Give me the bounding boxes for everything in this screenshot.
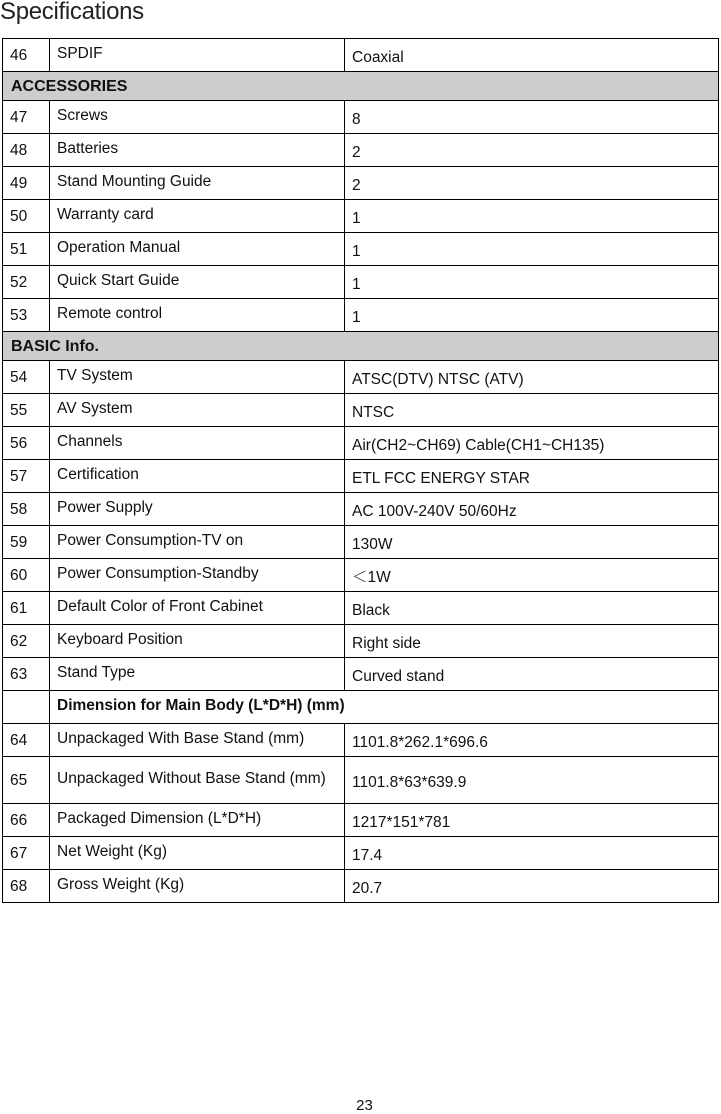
section-title: BASIC Info. bbox=[3, 332, 719, 361]
spec-row bbox=[3, 625, 719, 658]
row-number: 66 bbox=[3, 804, 50, 837]
row-number: 57 bbox=[3, 460, 50, 493]
spec-value: Curved stand bbox=[345, 658, 719, 691]
spec-name: TV System bbox=[50, 361, 345, 394]
row-number: 51 bbox=[3, 233, 50, 266]
spec-name: Stand Mounting Guide bbox=[50, 167, 345, 200]
spec-row bbox=[3, 658, 719, 691]
spec-value: ＜1W bbox=[345, 559, 719, 592]
spec-value: Black bbox=[345, 592, 719, 625]
spec-name: SPDIF bbox=[50, 39, 345, 72]
spec-name: Keyboard Position bbox=[50, 625, 345, 658]
spec-row bbox=[3, 427, 719, 460]
row-number: 54 bbox=[3, 361, 50, 394]
spec-value: 2 bbox=[345, 134, 719, 167]
spec-name: Remote control bbox=[50, 299, 345, 332]
spec-value: 1 bbox=[345, 266, 719, 299]
spec-row bbox=[3, 266, 719, 299]
row-number: 68 bbox=[3, 870, 50, 903]
row-number: 63 bbox=[3, 658, 50, 691]
spec-value: 1 bbox=[345, 299, 719, 332]
row-number: 60 bbox=[3, 559, 50, 592]
row-number: 49 bbox=[3, 167, 50, 200]
spec-value: ETL FCC ENERGY STAR bbox=[345, 460, 719, 493]
spec-value: 1101.8*63*639.9 bbox=[345, 757, 719, 804]
spec-name: Packaged Dimension (L*D*H) bbox=[50, 804, 345, 837]
spec-name: Channels bbox=[50, 427, 345, 460]
spec-name: Power Consumption-Standby bbox=[50, 559, 345, 592]
row-number: 67 bbox=[3, 837, 50, 870]
section-title: ACCESSORIES bbox=[3, 72, 719, 101]
row-number: 55 bbox=[3, 394, 50, 427]
spec-name: Unpackaged With Base Stand (mm) bbox=[50, 724, 345, 757]
spec-value: 20.7 bbox=[345, 870, 719, 903]
specifications-table bbox=[2, 38, 719, 903]
spec-value: Coaxial bbox=[345, 39, 719, 72]
spec-row bbox=[3, 394, 719, 427]
spec-row bbox=[3, 361, 719, 394]
spec-row bbox=[3, 559, 719, 592]
spec-value: ATSC(DTV) NTSC (ATV) bbox=[345, 361, 719, 394]
subheader-row bbox=[3, 691, 719, 724]
spec-row bbox=[3, 460, 719, 493]
page-title: Specifications bbox=[0, 0, 144, 25]
spec-row bbox=[3, 592, 719, 625]
spec-value: 1 bbox=[345, 233, 719, 266]
spec-name: Warranty card bbox=[50, 200, 345, 233]
spec-name: Power Supply bbox=[50, 493, 345, 526]
spec-name: AV System bbox=[50, 394, 345, 427]
spec-name: Screws bbox=[50, 101, 345, 134]
spec-value: 1101.8*262.1*696.6 bbox=[345, 724, 719, 757]
spec-name: Batteries bbox=[50, 134, 345, 167]
spec-row bbox=[3, 101, 719, 134]
spec-value: Right side bbox=[345, 625, 719, 658]
spec-name: Unpackaged Without Base Stand (mm) bbox=[50, 757, 345, 804]
row-number: 65 bbox=[3, 757, 50, 804]
section-header-row bbox=[3, 72, 719, 101]
spec-name: Quick Start Guide bbox=[50, 266, 345, 299]
spec-row bbox=[3, 493, 719, 526]
spec-row bbox=[3, 837, 719, 870]
row-number bbox=[3, 691, 50, 724]
spec-row bbox=[3, 200, 719, 233]
spec-row bbox=[3, 167, 719, 200]
spec-name: Gross Weight (Kg) bbox=[50, 870, 345, 903]
spec-value: 1217*151*781 bbox=[345, 804, 719, 837]
row-number: 52 bbox=[3, 266, 50, 299]
spec-row bbox=[3, 299, 719, 332]
spec-name: Operation Manual bbox=[50, 233, 345, 266]
row-number: 46 bbox=[3, 39, 50, 72]
page-number: 23 bbox=[356, 1097, 373, 1114]
row-number: 56 bbox=[3, 427, 50, 460]
row-number: 58 bbox=[3, 493, 50, 526]
spec-row bbox=[3, 39, 719, 72]
row-number: 62 bbox=[3, 625, 50, 658]
spec-row bbox=[3, 233, 719, 266]
spec-value: Air(CH2~CH69) Cable(CH1~CH135) bbox=[345, 427, 719, 460]
spec-value: NTSC bbox=[345, 394, 719, 427]
spec-name: Certification bbox=[50, 460, 345, 493]
row-number: 61 bbox=[3, 592, 50, 625]
spec-row bbox=[3, 870, 719, 903]
spec-name: Net Weight (Kg) bbox=[50, 837, 345, 870]
spec-row bbox=[3, 724, 719, 757]
spec-name: Power Consumption-TV on bbox=[50, 526, 345, 559]
row-number: 48 bbox=[3, 134, 50, 167]
row-number: 59 bbox=[3, 526, 50, 559]
row-number: 47 bbox=[3, 101, 50, 134]
spec-value: 130W bbox=[345, 526, 719, 559]
spec-value: 2 bbox=[345, 167, 719, 200]
spec-row bbox=[3, 757, 719, 804]
spec-row bbox=[3, 526, 719, 559]
spec-row bbox=[3, 804, 719, 837]
spec-name: Stand Type bbox=[50, 658, 345, 691]
row-number: 64 bbox=[3, 724, 50, 757]
section-header-row bbox=[3, 332, 719, 361]
spec-row bbox=[3, 134, 719, 167]
spec-value: 1 bbox=[345, 200, 719, 233]
row-number: 50 bbox=[3, 200, 50, 233]
spec-value: 8 bbox=[345, 101, 719, 134]
row-number: 53 bbox=[3, 299, 50, 332]
subheader-title: Dimension for Main Body (L*D*H) (mm) bbox=[50, 691, 719, 724]
spec-value: AC 100V-240V 50/60Hz bbox=[345, 493, 719, 526]
spec-value: 17.4 bbox=[345, 837, 719, 870]
spec-name: Default Color of Front Cabinet bbox=[50, 592, 345, 625]
